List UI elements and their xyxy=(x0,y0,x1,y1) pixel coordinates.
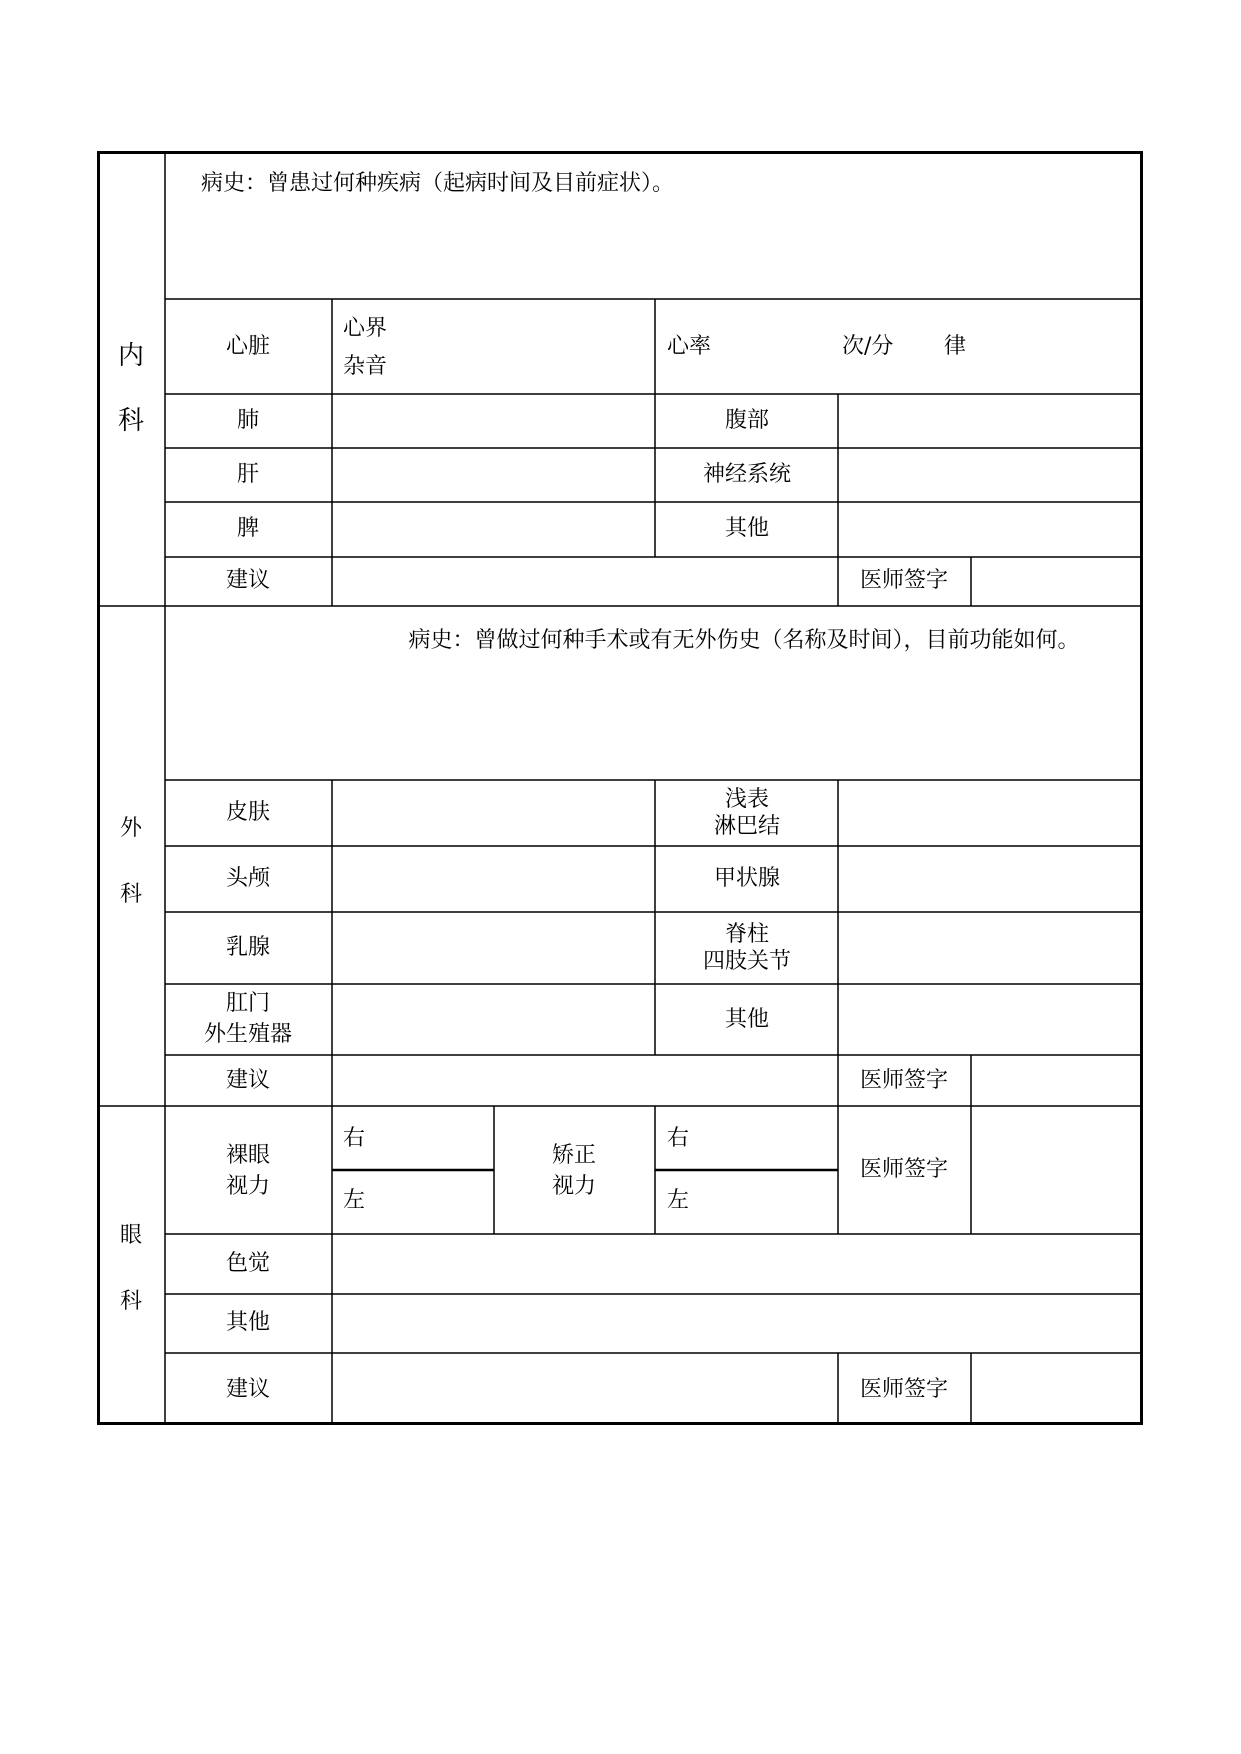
thyroid-label: 甲状腺 xyxy=(713,866,781,891)
internal-history-prompt: 病史：曾患过何种疾病（起病时间及目前症状）。 xyxy=(201,171,675,196)
internal-history-field[interactable] xyxy=(167,211,1141,297)
skin-label: 皮肤 xyxy=(225,800,271,825)
heart-findings-field[interactable] xyxy=(387,301,652,391)
internal-advice-label: 建议 xyxy=(225,568,271,593)
liver-label: 肝 xyxy=(236,462,260,487)
naked-left-field[interactable] xyxy=(372,1172,492,1232)
eye-advice-label: 建议 xyxy=(225,1377,271,1402)
internal-section-label-1: 内 xyxy=(117,341,145,371)
heart-rhythm-label: 律 xyxy=(944,334,967,359)
surgery-advice-label: 建议 xyxy=(225,1068,271,1093)
eye-doctor-sign-field[interactable] xyxy=(973,1355,1141,1423)
heart-rate-unit: 次/分 xyxy=(842,334,894,359)
internal-advice-field[interactable] xyxy=(334,559,836,604)
abdomen-label: 腹部 xyxy=(724,408,770,433)
naked-left-label: 左 xyxy=(343,1188,366,1213)
spine-label-1: 脊柱 xyxy=(724,922,770,947)
lymph-field[interactable] xyxy=(840,782,1141,844)
surgery-other-label: 其他 xyxy=(724,1007,770,1032)
surgery-other-field[interactable] xyxy=(840,986,1141,1053)
corrected-right-label: 右 xyxy=(667,1126,690,1151)
surgery-doctor-sign-field[interactable] xyxy=(973,1057,1141,1104)
head-neck-field[interactable] xyxy=(334,848,653,910)
naked-vision-label-1: 裸眼 xyxy=(225,1143,271,1168)
spleen-label: 脾 xyxy=(236,516,260,541)
lung-label: 肺 xyxy=(236,408,260,433)
eye-advice-field[interactable] xyxy=(334,1355,836,1423)
eye-vision-doctor-sign-field[interactable] xyxy=(973,1108,1141,1232)
exam-form xyxy=(97,151,1143,1425)
lymph-label-1: 浅表 xyxy=(724,787,770,812)
thyroid-field[interactable] xyxy=(840,848,1141,910)
eye-doctor-sign-label: 医师签字 xyxy=(859,1377,949,1402)
nervous-system-field[interactable] xyxy=(840,450,1141,500)
heart-rate-field[interactable] xyxy=(732,301,837,391)
naked-vision-label-2: 视力 xyxy=(225,1174,271,1199)
spleen-field[interactable] xyxy=(334,504,653,555)
corrected-left-field[interactable] xyxy=(695,1172,836,1232)
eye-other-label: 其他 xyxy=(225,1310,271,1335)
surgery-doctor-sign-label: 医师签字 xyxy=(859,1068,949,1093)
internal-doctor-sign-field[interactable] xyxy=(973,559,1141,604)
heart-label: 心脏 xyxy=(225,334,271,359)
eye-vision-doctor-sign-label: 医师签字 xyxy=(859,1157,949,1182)
eye-other-field[interactable] xyxy=(334,1296,1141,1351)
corrected-right-field[interactable] xyxy=(695,1108,836,1168)
surgery-section-label-2: 科 xyxy=(119,882,143,907)
heart-border-label: 心界 xyxy=(343,316,388,341)
heart-murmur-label: 杂音 xyxy=(343,354,388,379)
abdomen-field[interactable] xyxy=(840,396,1141,446)
internal-other-label: 其他 xyxy=(724,516,770,541)
anus-genital-field[interactable] xyxy=(334,986,653,1053)
lung-field[interactable] xyxy=(334,396,653,446)
corrected-vision-label-2: 视力 xyxy=(551,1174,597,1199)
surgery-history-field[interactable] xyxy=(167,666,1141,778)
spine-label-2: 四肢关节 xyxy=(702,949,792,974)
breast-label: 乳腺 xyxy=(225,935,271,960)
corrected-left-label: 左 xyxy=(667,1188,690,1213)
internal-other-field[interactable] xyxy=(840,504,1141,555)
anus-label-2: 外生殖器 xyxy=(203,1022,293,1047)
corrected-vision-label-1: 矫正 xyxy=(551,1143,597,1168)
spine-limbs-field[interactable] xyxy=(840,914,1141,982)
heart-rhythm-field[interactable] xyxy=(977,301,1137,391)
nervous-system-label: 神经系统 xyxy=(702,462,792,487)
internal-doctor-sign-label: 医师签字 xyxy=(859,568,949,593)
color-vision-label: 色觉 xyxy=(225,1251,271,1276)
eye-section-label-1: 眼 xyxy=(119,1223,143,1248)
eye-section-label-2: 科 xyxy=(119,1289,143,1314)
breast-field[interactable] xyxy=(334,914,653,982)
skin-field[interactable] xyxy=(334,782,653,844)
heart-rate-label: 心率 xyxy=(667,334,712,359)
head-neck-label: 头颅 xyxy=(225,866,271,891)
liver-field[interactable] xyxy=(334,450,653,500)
surgery-advice-field[interactable] xyxy=(334,1057,836,1104)
naked-right-field[interactable] xyxy=(372,1108,492,1168)
internal-section-label-2: 科 xyxy=(117,406,145,436)
naked-right-label: 右 xyxy=(343,1126,366,1151)
anus-label-1: 肛门 xyxy=(225,991,271,1016)
surgery-history-prompt: 病史：曾做过何种手术或有无外伤史（名称及时间），目前功能如何。 xyxy=(408,628,1080,653)
lymph-label-2: 淋巴结 xyxy=(713,814,781,839)
color-vision-field[interactable] xyxy=(334,1236,1141,1292)
surgery-section-label-1: 外 xyxy=(119,816,143,841)
